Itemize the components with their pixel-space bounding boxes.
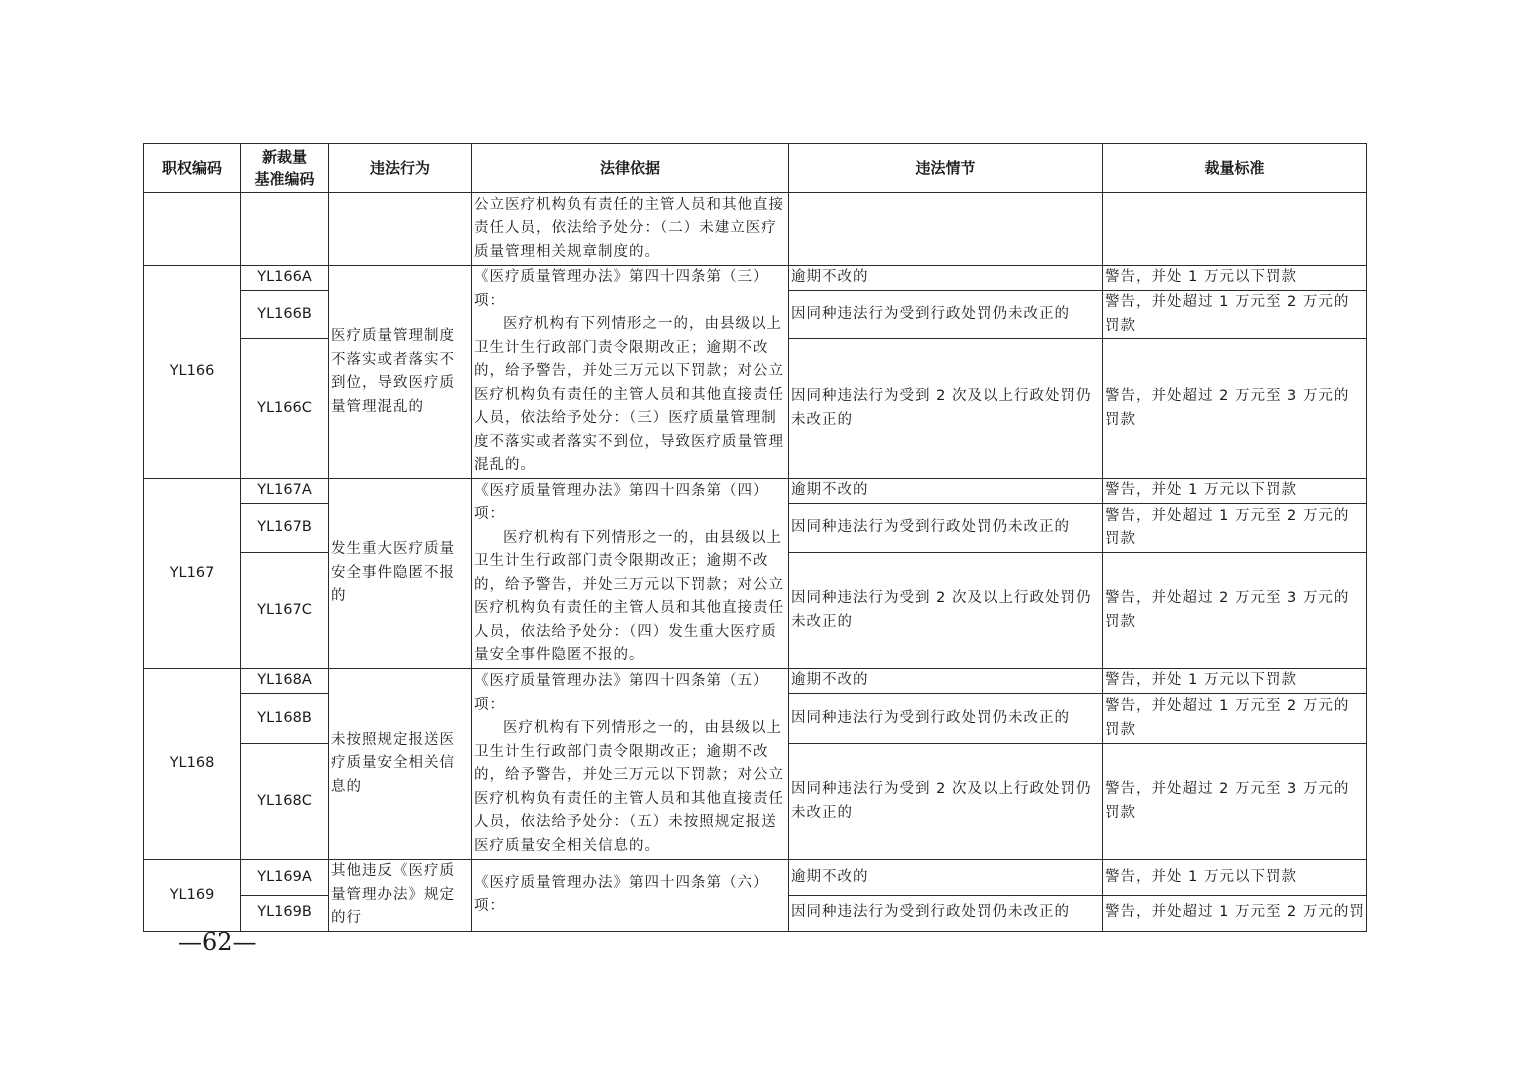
standard-text: 警告，并处 1 万元以下罚款: [1103, 479, 1367, 504]
table-row: [144, 266, 1367, 291]
cell-empty: [241, 193, 329, 266]
legal-basis: [472, 479, 789, 669]
legal-basis-title: 《医疗质量管理办法》第四十四条第（三）项：: [474, 269, 769, 309]
standard-text: 警告，并处 1 万元以下罚款: [1103, 860, 1367, 896]
circumstance-text: 逾期不改的: [789, 669, 1103, 694]
circumstance-text: 因同种违法行为受到行政处罚仍未改正的: [789, 504, 1103, 553]
legal-basis: [472, 266, 789, 479]
circumstance-text: 因同种违法行为受到行政处罚仍未改正的: [789, 694, 1103, 744]
benchmark-code: YL168A: [241, 669, 329, 694]
legal-basis-body: 医疗机构有下列情形之一的，由县级以上卫生计生行政部门责令限期改正；逾期不改的，给予警告，并处三万元以下罚款；对公立医疗机构负有责任的主管人员和其他直接责任人员，依法给予处分：（五）未按照规定报送医疗质量安全相关信息的。: [474, 720, 784, 854]
legal-basis-title: 《医疗质量管理办法》第四十四条第（六）项：: [474, 874, 769, 915]
authority-code: YL169: [144, 860, 241, 932]
standard-text: 警告，并处 1 万元以下罚款: [1103, 669, 1367, 694]
header-violation: 违法行为: [329, 144, 472, 193]
benchmark-code: YL166A: [241, 266, 329, 291]
violation-text: 未按照规定报送医疗质量安全相关信息的: [329, 669, 472, 860]
cell-empty: [144, 193, 241, 266]
standard-text: 警告，并处超过 1 万元至 2 万元的罚款: [1103, 694, 1367, 744]
header-new-benchmark-code: 新裁量 基准编码: [241, 144, 329, 193]
table-row: [144, 669, 1367, 694]
cell-empty: [329, 193, 472, 266]
violation-text: 其他违反《医疗质量管理办法》规定的行: [329, 860, 472, 932]
header-circumstance: 违法情节: [789, 144, 1103, 193]
circumstance-text: 因同种违法行为受到 2 次及以上行政处罚仍未改正的: [789, 744, 1103, 860]
legal-basis-body: 医疗机构有下列情形之一的，由县级以上卫生计生行政部门责令限期改正；逾期不改的，给予警告，并处三万元以下罚款；对公立医疗机构负有责任的主管人员和其他直接责任人员，依法给予处分：（三）医疗质量管理制度不落实或者落实不到位，导致医疗质量管理混乱的。: [474, 316, 784, 474]
legal-basis: [472, 669, 789, 860]
header-standard: 裁量标准: [1103, 144, 1367, 193]
circumstance-text: 逾期不改的: [789, 860, 1103, 896]
header-row: [144, 144, 1367, 193]
circumstance-text: 因同种违法行为受到行政处罚仍未改正的: [789, 895, 1103, 931]
table-row: [144, 860, 1367, 896]
authority-code: YL168: [144, 669, 241, 860]
cell-empty: [1103, 193, 1367, 266]
standard-text: 警告，并处超过 1 万元至 2 万元的罚款: [1103, 504, 1367, 553]
benchmark-code: YL167C: [241, 553, 329, 669]
benchmark-code: YL169A: [241, 860, 329, 896]
benchmark-code: YL168B: [241, 694, 329, 744]
circumstance-text: 因同种违法行为受到 2 次及以上行政处罚仍未改正的: [789, 339, 1103, 479]
standard-text: 警告，并处超过 2 万元至 3 万元的罚款: [1103, 744, 1367, 860]
violation-text: 医疗质量管理制度不落实或者落实不到位，导致医疗质量管理混乱的: [329, 266, 472, 479]
benchmark-code: YL166C: [241, 339, 329, 479]
cell-empty: [789, 193, 1103, 266]
benchmark-code: YL169B: [241, 895, 329, 931]
header-authority-code: 职权编码: [144, 144, 241, 193]
circumstance-text: 因同种违法行为受到 2 次及以上行政处罚仍未改正的: [789, 553, 1103, 669]
header-legal-basis: 法律依据: [472, 144, 789, 193]
benchmark-code: YL167B: [241, 504, 329, 553]
authority-code: YL166: [144, 266, 241, 479]
legal-basis-continuation: 公立医疗机构负有责任的主管人员和其他直接责任人员，依法给予处分：（二）未建立医疗质量管理相关规章制度的。: [472, 193, 789, 266]
benchmark-code: YL166B: [241, 291, 329, 339]
standard-text: 警告，并处超过 2 万元至 3 万元的罚款: [1103, 553, 1367, 669]
violation-text: 发生重大医疗质量安全事件隐匿不报的: [329, 479, 472, 669]
circumstance-text: 逾期不改的: [789, 479, 1103, 504]
legal-basis-title: 《医疗质量管理办法》第四十四条第（四）项：: [474, 482, 769, 522]
benchmark-code: YL167A: [241, 479, 329, 504]
standard-text: 警告，并处超过 1 万元至 2 万元的罚: [1103, 895, 1367, 931]
circumstance-text: 因同种违法行为受到行政处罚仍未改正的: [789, 291, 1103, 339]
legal-basis-body: 医疗机构有下列情形之一的，由县级以上卫生计生行政部门责令限期改正；逾期不改的，给予警告，并处三万元以下罚款；对公立医疗机构负有责任的主管人员和其他直接责任人员，依法给予处分：（四）发生重大医疗质量安全事件隐匿不报的。: [474, 529, 784, 663]
legal-basis-title: 《医疗质量管理办法》第四十四条第（五）项：: [474, 673, 769, 713]
standard-text: 警告，并处超过 2 万元至 3 万元的罚款: [1103, 339, 1367, 479]
penalty-standard-table: [143, 143, 1367, 932]
table-row: [144, 479, 1367, 504]
authority-code: YL167: [144, 479, 241, 669]
benchmark-code: YL168C: [241, 744, 329, 860]
continuation-row: [144, 193, 1367, 266]
standard-text: 警告，并处 1 万元以下罚款: [1103, 266, 1367, 291]
page-number: —62—: [178, 928, 257, 956]
circumstance-text: 逾期不改的: [789, 266, 1103, 291]
legal-basis: [472, 860, 789, 932]
standard-text: 警告，并处超过 1 万元至 2 万元的罚款: [1103, 291, 1367, 339]
